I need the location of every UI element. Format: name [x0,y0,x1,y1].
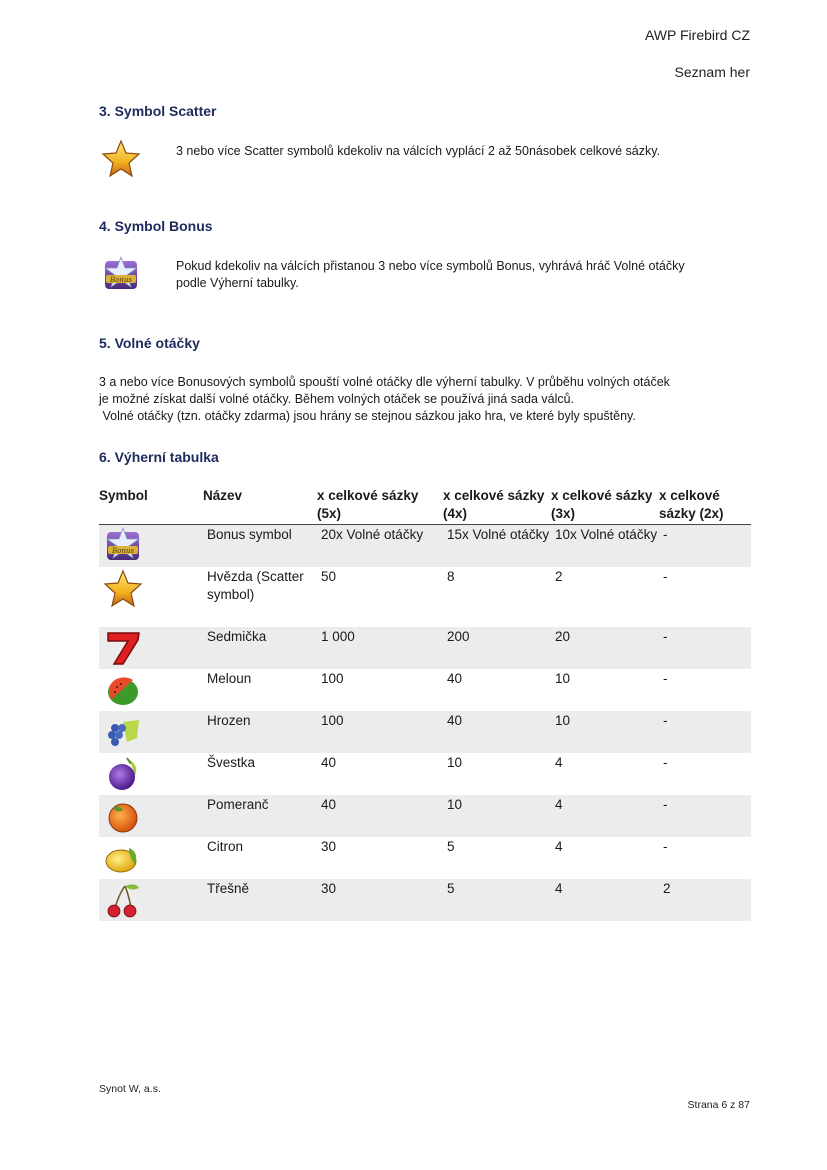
symbol-name: Hvězda (Scatter symbol) [207,568,304,602]
document-subtitle: Seznam her [674,64,750,80]
table-row [99,837,751,879]
paytable-header-row [99,487,751,525]
col-header-4x: x celkové sázky (4x) [443,487,551,525]
payout-5x: 30 [321,838,337,854]
symbol-name: Sedmička [203,627,317,669]
payout-3x: 2 [555,568,563,584]
payout-4x: 200 [443,627,551,669]
table-row [99,711,751,753]
payout-3x: 10x Volné otáčky [551,525,659,567]
col-header-2x: x celkové sázky (2x) [659,487,751,525]
symbol-name: Hrozen [203,711,317,753]
cherries-icon [103,880,143,920]
free-spins-line1: 3 a nebo více Bonusových symbolů spouští volné otáčky dle výherní tabulky. V průběhu volných otáček [99,375,670,389]
symbol-name: Pomeranč [203,795,317,837]
payout-2x: - [663,754,668,770]
payout-5x: 50 [321,568,337,584]
symbol-name: Bonus symbol [203,525,317,567]
payout-3x: 4 [551,879,659,921]
payout-3x: 4 [555,754,563,770]
section-heading-bonus: 4. Symbol Bonus [99,218,213,234]
section-heading-paytable: 6. Výherní tabulka [99,449,219,465]
payout-2x: - [659,711,751,753]
col-header-3x: x celkové sázky (3x) [551,487,659,525]
payout-4x: 15x Volné otáčky [443,525,551,567]
payout-4x: 8 [447,568,455,584]
table-row [99,525,751,567]
plum-icon [103,754,143,794]
grapes-icon [103,712,143,752]
footer-company: Synot W, a.s. [99,1083,161,1095]
payout-3x: 10 [551,711,659,753]
payout-2x: - [659,627,751,669]
symbol-name: Meloun [207,670,252,686]
payout-5x: 1 000 [317,627,443,669]
payout-4x: 10 [443,795,551,837]
lemon-icon [103,838,143,878]
payout-5x: 20x Volné otáčky [317,525,443,567]
payout-5x: 40 [321,754,337,770]
payout-4x: 40 [443,711,551,753]
payout-5x: 30 [317,879,443,921]
payout-3x: 20 [551,627,659,669]
free-spins-line2: je možné získat další volné otáčky. Během volných otáček se používá jiná sada válců. [99,392,575,406]
payout-2x: - [663,838,668,854]
bonus-description-line2: podle Výherní tabulky. [176,276,299,290]
footer-page-number: Strana 6 z 87 [687,1099,750,1111]
section-heading-scatter: 3. Symbol Scatter [99,103,217,119]
payout-2x: - [663,670,668,686]
scatter-description: 3 nebo více Scatter symbolů kdekoliv na válcích vyplácí 2 až 50násobek celkové sázky. [176,144,661,158]
table-row [99,795,751,837]
table-row [99,567,751,627]
col-header-5x: x celkové sázky (5x) [317,487,443,525]
payout-5x: 100 [321,670,344,686]
orange-icon [103,796,143,836]
col-header-name: Název [203,487,317,525]
symbol-name: Švestka [207,754,256,770]
section-heading-free-spins: 5. Volné otáčky [99,335,200,351]
col-header-symbol: Symbol [99,487,203,525]
bonus-star-icon [101,255,141,295]
payout-4x: 5 [443,879,551,921]
document-title: AWP Firebird CZ [644,27,750,43]
payout-5x: 40 [317,795,443,837]
payout-3x: 10 [555,670,571,686]
symbol-name: Citron [207,838,244,854]
payout-3x: 4 [555,838,563,854]
payout-2x: - [659,795,751,837]
payout-2x: - [659,525,751,567]
bonus-description-line1: Pokud kdekoliv na válcích přistanou 3 nebo více symbolů Bonus, vyhrává hráč Volné otáčky [176,259,685,273]
table-row [99,669,751,711]
star-icon [103,568,143,608]
bonus-star-icon [103,526,143,566]
payout-5x: 100 [317,711,443,753]
star-icon [101,138,141,178]
payout-3x: 4 [551,795,659,837]
payout-4x: 5 [447,838,455,854]
table-row [99,879,751,921]
seven-icon [103,628,143,668]
table-row [99,753,751,795]
payout-2x: 2 [659,879,751,921]
free-spins-line3: Volné otáčky (tzn. otáčky zdarma) jsou hrány se stejnou sázkou jako hra, ve které byly spuštěny. [99,409,636,423]
payout-2x: - [663,568,668,584]
paytable [99,487,751,921]
symbol-name: Třešně [203,879,317,921]
payout-4x: 40 [447,670,463,686]
table-row [99,627,751,669]
payout-4x: 10 [447,754,463,770]
watermelon-icon [103,670,143,710]
